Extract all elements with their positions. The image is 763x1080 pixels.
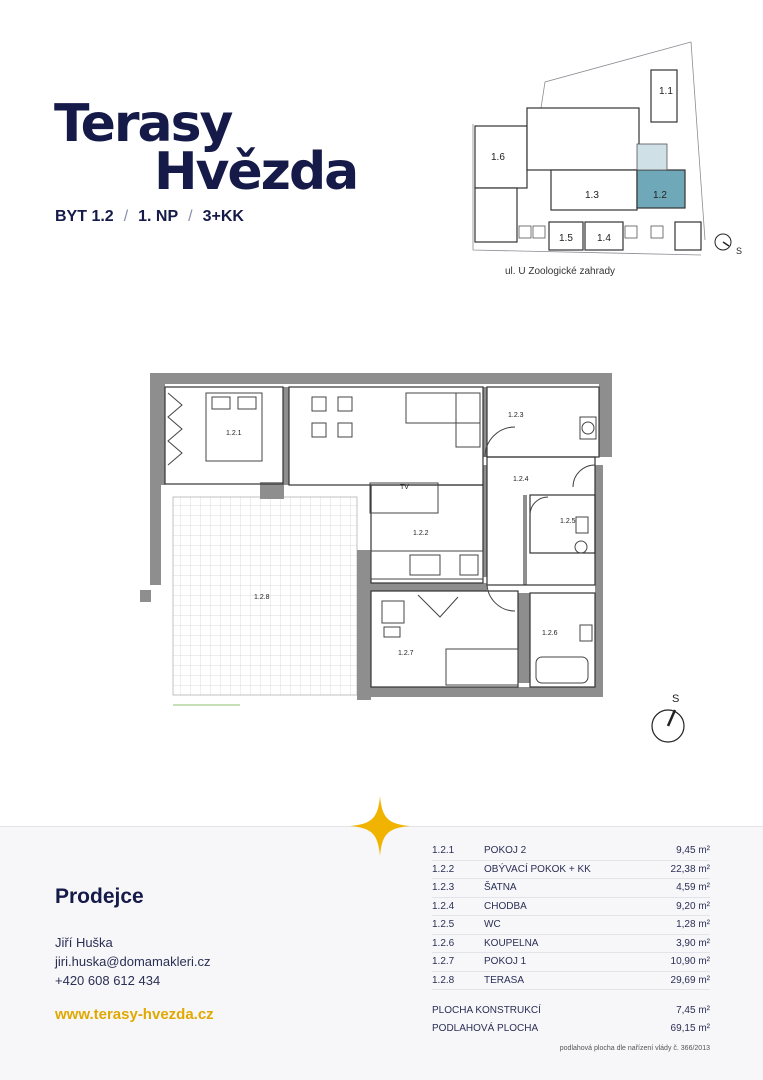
footnote: podlahová plocha dle nařízení vlády č. 366/2013 bbox=[559, 1045, 710, 1052]
site-label-1-6: 1.6 bbox=[491, 152, 505, 163]
unit-info bbox=[55, 208, 244, 226]
area-value: 9,20 m² bbox=[649, 897, 710, 916]
site-label-1-2: 1.2 bbox=[653, 190, 667, 201]
area-code: 1.2.7 bbox=[432, 953, 484, 972]
table-row bbox=[432, 953, 710, 972]
website-link[interactable]: www.terasy-hvezda.cz bbox=[55, 1006, 214, 1023]
room-label-1-2-8: 1.2.8 bbox=[254, 594, 270, 601]
table-row bbox=[432, 842, 710, 860]
unit-number: BYT 1.2 bbox=[55, 208, 114, 225]
area-code: 1.2.6 bbox=[432, 934, 484, 953]
totals-table bbox=[432, 1002, 710, 1037]
total-value: 7,45 m² bbox=[676, 1005, 710, 1017]
table-row bbox=[432, 971, 710, 990]
area-code: 1.2.4 bbox=[432, 897, 484, 916]
area-value: 3,90 m² bbox=[649, 934, 710, 953]
table-row bbox=[432, 1002, 710, 1020]
brand-line-1: Terasy bbox=[54, 94, 232, 154]
area-name: TERASA bbox=[484, 971, 649, 990]
area-code: 1.2.2 bbox=[432, 860, 484, 879]
area-name: KOUPELNA bbox=[484, 934, 649, 953]
site-plan bbox=[465, 40, 755, 270]
area-name: CHODBA bbox=[484, 897, 649, 916]
area-name: POKOJ 2 bbox=[484, 842, 649, 860]
area-value: 22,38 m² bbox=[649, 860, 710, 879]
area-code: 1.2.5 bbox=[432, 916, 484, 935]
tv-label: TV bbox=[400, 484, 409, 491]
floor-plan bbox=[140, 365, 620, 725]
table-row bbox=[432, 860, 710, 879]
room-label-1-2-1: 1.2.1 bbox=[226, 430, 242, 437]
area-value: 10,90 m² bbox=[649, 953, 710, 972]
table-row bbox=[432, 916, 710, 935]
area-value: 1,28 m² bbox=[649, 916, 710, 935]
room-label-1-2-6: 1.2.6 bbox=[542, 630, 558, 637]
seller-phone[interactable]: +420 608 612 434 bbox=[55, 973, 161, 988]
room-label-1-2-5: 1.2.5 bbox=[560, 518, 576, 525]
total-name: PLOCHA KONSTRUKCÍ bbox=[432, 1005, 541, 1017]
separator: / bbox=[123, 208, 129, 225]
total-name: PODLAHOVÁ PLOCHA bbox=[432, 1022, 539, 1034]
area-value: 4,59 m² bbox=[649, 879, 710, 898]
areas-table bbox=[432, 842, 710, 990]
unit-highlight bbox=[637, 170, 685, 208]
area-name: WC bbox=[484, 916, 649, 935]
area-code: 1.2.8 bbox=[432, 971, 484, 990]
area-value: 29,69 m² bbox=[649, 971, 710, 990]
brand-line-2: Hvězda bbox=[154, 142, 358, 202]
table-row bbox=[432, 897, 710, 916]
area-name: OBÝVACÍ POKOK + KK bbox=[484, 860, 649, 879]
site-label-1-4: 1.4 bbox=[597, 233, 611, 244]
site-compass-label: S bbox=[736, 246, 743, 256]
area-name: ŠATNA bbox=[484, 879, 649, 898]
seller-title: Prodejce bbox=[55, 885, 144, 908]
area-name: POKOJ 1 bbox=[484, 953, 649, 972]
seller-email[interactable]: jiri.huska@domamakleri.cz bbox=[55, 954, 211, 969]
separator: / bbox=[188, 208, 193, 225]
room-label-1-2-2: 1.2.2 bbox=[413, 530, 429, 537]
street-label: ul. U Zoologické zahrady bbox=[505, 266, 616, 277]
total-value: 69,15 m² bbox=[670, 1022, 710, 1034]
compass-label: S bbox=[672, 693, 680, 705]
area-code: 1.2.1 bbox=[432, 842, 484, 860]
room-label-1-2-3: 1.2.3 bbox=[508, 412, 524, 419]
room-label-1-2-4: 1.2.4 bbox=[513, 476, 529, 483]
area-value: 9,45 m² bbox=[649, 842, 710, 860]
table-row bbox=[432, 1020, 710, 1038]
table-row bbox=[432, 879, 710, 898]
site-label-1-1: 1.1 bbox=[659, 86, 673, 97]
area-code: 1.2.3 bbox=[432, 879, 484, 898]
unit-layout: 3+KK bbox=[202, 208, 244, 225]
unit-floor: 1. NP bbox=[138, 208, 179, 225]
seller-name: Jiří Huška bbox=[55, 935, 113, 950]
room-label-1-2-7: 1.2.7 bbox=[398, 650, 414, 657]
site-label-1-5: 1.5 bbox=[559, 233, 573, 244]
table-row bbox=[432, 934, 710, 953]
site-label-1-3: 1.3 bbox=[585, 190, 599, 201]
star-icon bbox=[348, 794, 412, 858]
compass-icon bbox=[650, 690, 690, 746]
